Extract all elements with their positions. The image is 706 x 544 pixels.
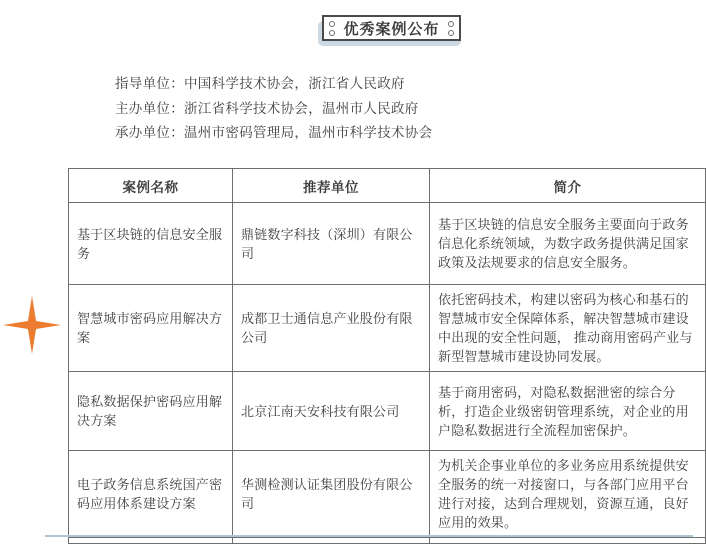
page-title: 优秀案例公布	[343, 20, 440, 38]
recommender-cell: 华测检测认证集团股份有限公司	[233, 451, 430, 538]
table-row	[69, 451, 706, 538]
column-header-recommender: 推荐单位	[233, 169, 430, 203]
case-name-cell: 智慧城市密码应用解决方案	[69, 285, 233, 372]
recommender-cell: 鼎链数字科技（深圳）有限公司	[233, 203, 430, 285]
summary-cell: 依托密码技术，构建以密码为核心和基石的智慧城市安全保障体系，解决智慧城市建设中出现的安全性问题， 推动商用密码产业与新型智慧城市建设协同发展。	[430, 285, 706, 372]
summary-cell: 基于区块链的信息安全服务主要面向于政务信息化系统领域，为数字政务提供满足国家政策及法规要求的信息安全服务。	[430, 203, 706, 285]
case-name-cell: 基于区块链的信息安全服务	[69, 203, 233, 285]
plaque-box	[322, 15, 461, 41]
empty-cell	[69, 538, 233, 544]
rivet-icon	[329, 30, 335, 36]
column-header-summary: 简介	[430, 169, 706, 203]
sparkle-star-icon	[3, 291, 61, 359]
empty-cell	[233, 538, 430, 544]
recommender-cell: 北京江南天安科技有限公司	[233, 372, 430, 451]
case-name-cell: 隐私数据保护密码应用解决方案	[69, 372, 233, 451]
title-plaque	[322, 15, 461, 41]
bottom-cutoff-line	[45, 535, 693, 537]
rivet-icons-right	[448, 21, 454, 36]
rivet-icons-left	[329, 21, 335, 36]
table-row	[69, 372, 706, 451]
organizer-line-guidance: 指导单位：中国科学技术协会，浙江省人民政府	[115, 76, 405, 91]
summary-cell: 基于商用密码，对隐私数据泄密的综合分析，打造企业级密钥管理系统，对企业的用户隐私数据进行全流程加密保护。	[430, 372, 706, 451]
rivet-icon	[448, 30, 454, 36]
table-row	[69, 203, 706, 285]
organizer-line-host: 主办单位：浙江省科学技术协会，温州市人民政府	[115, 100, 419, 116]
column-header-case-name: 案例名称	[69, 169, 233, 203]
recommender-cell: 成都卫士通信息产业股份有限公司	[233, 285, 430, 372]
cases-table	[68, 168, 706, 544]
rivet-icon	[448, 21, 454, 27]
summary-cell: 为机关企事业单位的多业务应用系统提供安全服务的统一对接窗口，与各部门应用平台进行对接，达到合理规划，资源互通，良好应用的效果。	[430, 451, 706, 538]
rivet-icon	[329, 21, 335, 27]
table-row-cutoff	[69, 538, 706, 544]
empty-cell	[430, 538, 706, 544]
case-name-cell: 电子政务信息系统国产密码应用体系建设方案	[69, 451, 233, 538]
table-header-row	[69, 169, 706, 203]
organizer-info	[115, 72, 432, 146]
table-row	[69, 285, 706, 372]
organizer-line-undertaker: 承办单位：温州市密码管理局，温州市科学技术协会	[115, 125, 433, 140]
